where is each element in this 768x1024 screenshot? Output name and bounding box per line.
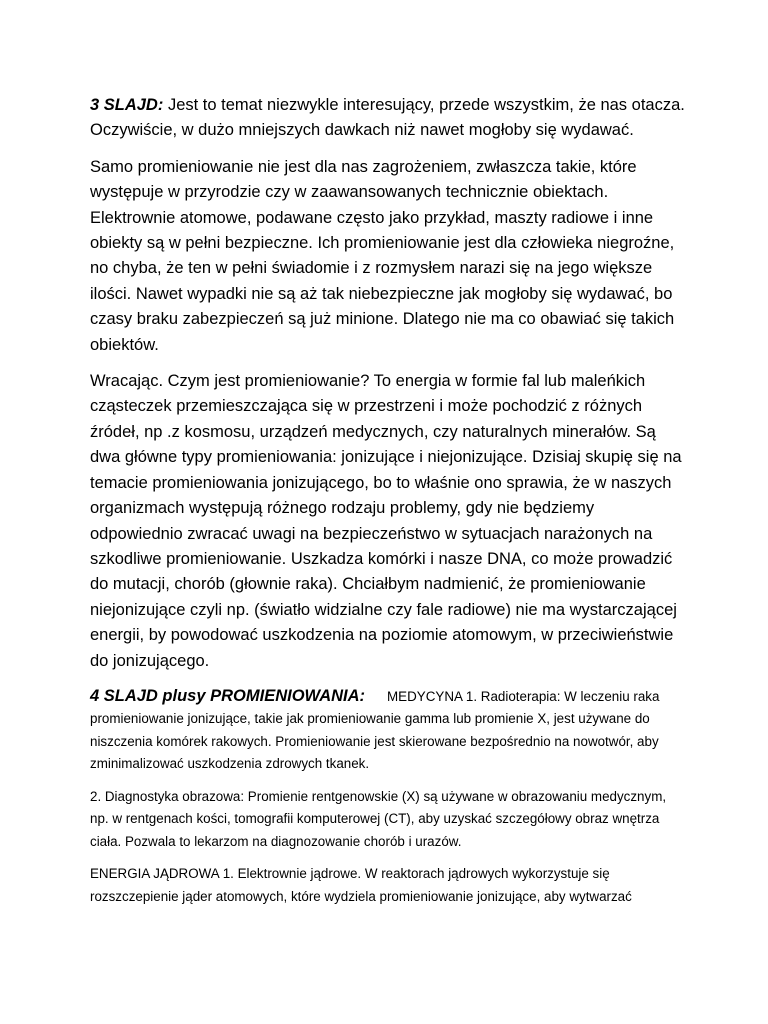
slide-3-intro-text: Jest to temat niezwykle interesujący, przede wszystkim, że nas otacza. Oczywiście, w dużo mniejszych dawkach niż nawet mogłoby się wydawać. (90, 96, 685, 140)
paragraph-slide-3-intro (90, 93, 688, 144)
slide-3-heading: 3 SLAJD: (90, 96, 164, 114)
paragraph-nuclear-energy: ENERGIA JĄDROWA 1. Elektrownie jądrowe. W reaktorach jądrowych wykorzystuje się rozszczepienie jąder atomowych, które wydziela promieniowanie jonizujące, aby wytwarzać (90, 866, 632, 904)
paragraph-imaging: 2. Diagnostyka obrazowa: Promienie rentgenowskie (X) są używane w obrazowaniu medycznym, np. w rentgenach kości, tomografii komputerowej (CT), aby uzyskać szczegółowy obraz wnętrza ciała. Pozwala to lekarzom na diagnozowanie chorób i urazów. (90, 788, 667, 849)
document-page (90, 93, 688, 918)
slide-4-medicine-text: MEDYCYNA 1. Radioterapia: W leczeniu raka promieniowanie jonizujące, takie jak promieniowanie gamma lub promienie X, jest używane do niszczenia komórek rakowych. Promieniowanie jest skierowane bezpośrednio na nowotwór, aby zminimalizować uszkodzenia zdrowych tkanek. (90, 688, 660, 772)
paragraph-safety: Samo promieniowanie nie jest dla nas zagrożeniem, zwłaszcza takie, które występuje w przyrodzie czy w zaawansowanych technicznie obiektach. Elektrownie atomowe, podawane często jako przykład, maszty radiowe i inne obiekty są w pełni bezpieczne. Ich promieniowanie jest dla człowieka niegroźne, no chyba, że ten w pełni świadomie i z rozmysłem narazi się na jego większe ilości. Nawet wypadki nie są aż tak niebezpieczne jak mogłoby się wydawać, bo czasy braku zabezpieczeń są już minione. Dlatego nie ma co obawiać się takich obiektów. (90, 157, 675, 354)
paragraph-slide-4-medicine (90, 685, 688, 776)
paragraph-definition: Wracając. Czym jest promieniowanie? To energia w formie fal lub maleńkich cząsteczek przemieszczająca się w przestrzeni i może pochodzić z różnych źródeł, np .z kosmosu, urządzeń medycznych, czy naturalnych minerałów. Są dwa główne typy promieniowania: jonizujące i niejonizujące. Dzisiaj skupię się na temacie promieniowania jonizującego, bo to właśnie ono sprawia, że w naszych organizmach występują różnego rodzaju problemy, gdy nie będziemy odpowiednio zwracać uwagi na bezpieczeństwo w sytuacjach narażonych na szkodliwe promieniowanie. Uszkadza komórki i nasze DNA, co może prowadzić do mutacji, chorób (głownie raka). Chciałbym nadmienić, że promieniowanie niejonizujące czyli np. (światło widzialne czy fale radiowe) nie ma wystarczającej energii, by powodować uszkodzenia na poziomie atomowym, w przeciwieństwie do jonizującego. (90, 372, 682, 670)
slide-4-heading: 4 SLAJD plusy PROMIENIOWANIA: (90, 686, 366, 705)
